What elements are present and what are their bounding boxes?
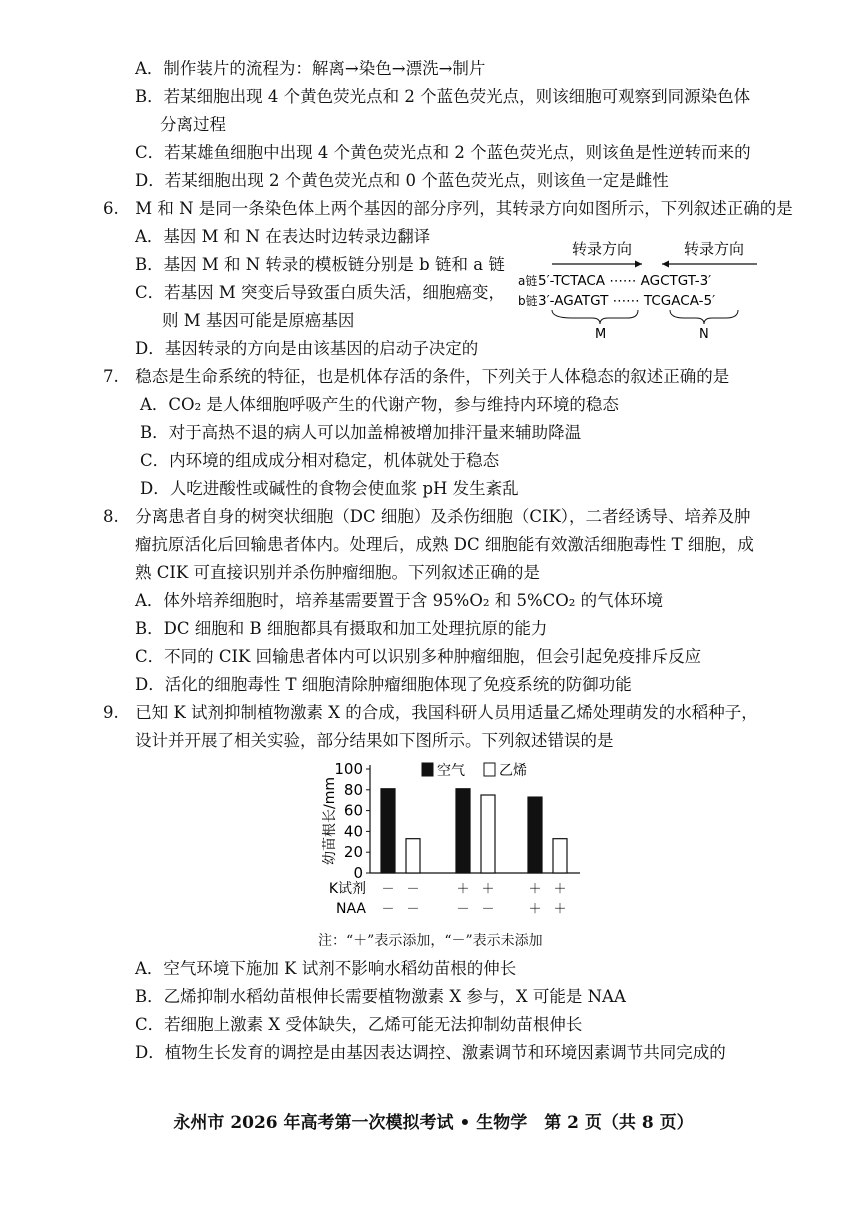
- k-reagent-mark: ＋: [528, 882, 542, 897]
- q7-stem: 7. 稳态是生命系统的特征，也是机体存活的条件，下列关于人体稳态的叙述正确的是: [103, 367, 730, 386]
- y-tick-label: 80: [343, 780, 363, 799]
- q8-option-b: B．DC 细胞和 B 细胞都具有摄取和加工处理抗原的能力: [135, 619, 548, 638]
- y-tick-label: 60: [343, 801, 363, 820]
- chart-note: 注：“＋”表示添加，“－”表示未添加: [318, 933, 543, 949]
- q7-option-c: C．内环境的组成成分相对稳定，机体就处于稳态: [140, 451, 500, 470]
- bar-air: [381, 789, 395, 873]
- bar-ethylene: [406, 839, 420, 873]
- naa-mark: ＋: [528, 902, 542, 917]
- k-reagent-mark: ＋: [553, 882, 567, 897]
- legend-swatch: [484, 763, 495, 776]
- bar-ethylene: [481, 795, 495, 873]
- q7-option-b: B．对于高热不退的病人可以加盖棉被增加排汗量来辅助降温: [140, 423, 582, 442]
- naa-mark: －: [381, 902, 395, 917]
- naa-mark: －: [481, 902, 495, 917]
- b-chain-sequence: 3′-AGATGT ⋯⋯ TCGACA-5′: [538, 293, 716, 309]
- a-chain-label: a链: [518, 274, 538, 288]
- arrowhead-left: [662, 261, 669, 268]
- row-label-k-reagent: K试剂: [328, 881, 366, 897]
- q7-option-d: D．人吃进酸性或碱性的食物会使血浆 pH 发生紊乱: [140, 479, 519, 498]
- a-chain-sequence: 5′-TCTACA ⋯⋯ AGCTGT-3′: [538, 273, 712, 289]
- row-label-naa: NAA: [335, 901, 366, 917]
- gene-n-label: N: [699, 327, 709, 342]
- gene-m-brace: [552, 310, 638, 324]
- q6-option-b: B．基因 M 和 N 转录的模板链分别是 b 链和 a 链: [135, 255, 505, 274]
- legend-swatch: [422, 763, 433, 776]
- k-reagent-mark: ＋: [456, 882, 470, 897]
- q5-option-c: C．若某雄鱼细胞中出现 4 个黄色荧光点和 2 个蓝色荧光点，则该鱼是性逆转而来的: [135, 143, 751, 162]
- naa-mark: －: [406, 902, 420, 917]
- bar-ethylene: [553, 839, 567, 873]
- q8-stem-line3: 熟 CIK 可直接识别并杀伤肿瘤细胞。下列叙述正确的是: [135, 563, 540, 582]
- legend-label: 空气: [437, 763, 465, 779]
- gene-sequence-figure: [512, 232, 782, 342]
- direction-label-2: 转录方向: [684, 240, 745, 258]
- q7-option-a: A．CO₂ 是人体细胞呼吸产生的代谢产物，参与维持内环境的稳态: [140, 395, 619, 414]
- k-reagent-mark: －: [406, 882, 420, 897]
- q9-stem-line2: 设计并开展了相关实验，部分结果如下图所示。下列叙述错误的是: [135, 731, 614, 750]
- q9-option-b: B．乙烯抑制水稻幼苗根伸长需要植物激素 X 参与，X 可能是 NAA: [135, 987, 626, 1006]
- naa-mark: －: [456, 902, 470, 917]
- q9-option-a: A．空气环境下施加 K 试剂不影响水稻幼苗根的伸长: [135, 959, 517, 978]
- b-chain-label: b链: [518, 294, 538, 308]
- bar-air: [528, 797, 542, 873]
- page-footer: 永州市 2026 年高考第一次模拟考试 • 生物学 第 2 页（共 8 页）: [173, 1113, 694, 1133]
- legend-label: 乙烯: [499, 763, 527, 779]
- q9-stem-line1: 9. 已知 K 试剂抑制植物激素 X 的合成，我国科研人员用适量乙烯处理萌发的水稻种子，: [103, 703, 758, 722]
- k-reagent-mark: －: [381, 882, 395, 897]
- root-length-bar-chart: [300, 755, 600, 925]
- bar-air: [456, 789, 470, 873]
- q6-option-c: C．若基因 M 突变后导致蛋白质失活，细胞癌变，: [135, 283, 506, 302]
- q9-option-c: C．若细胞上激素 X 受体缺失，乙烯可能无法抑制幼苗根伸长: [135, 1015, 583, 1034]
- q6-option-c-cont: 则 M 基因可能是原癌基因: [162, 311, 355, 330]
- q6-stem: 6. M 和 N 是同一条染色体上两个基因的部分序列，其转录方向如图所示，下列叙述正确的是: [103, 199, 793, 218]
- q8-stem-line2: 瘤抗原活化后回输患者体内。处理后，成熟 DC 细胞能有效激活细胞毒性 T 细胞，成: [135, 535, 754, 554]
- q8-option-d: D．活化的细胞毒性 T 细胞清除肿瘤细胞体现了免疫系统的防御功能: [135, 675, 632, 694]
- q9-option-d: D．植物生长发育的调控是由基因表达调控、激素调节和环境因素调节共同完成的: [135, 1043, 726, 1062]
- y-tick-label: 0: [353, 864, 363, 882]
- q6-option-a: A．基因 M 和 N 在表达时边转录边翻译: [135, 227, 431, 246]
- q5-option-d: D．若某细胞出现 2 个黄色荧光点和 0 个蓝色荧光点，则该鱼一定是雌性: [135, 171, 669, 190]
- q5-option-a: A．制作装片的流程为：解离→染色→漂洗→制片: [135, 59, 486, 78]
- arrowhead-right: [635, 261, 642, 268]
- q8-stem-line1: 8. 分离患者自身的树突状细胞（DC 细胞）及杀伤细胞（CIK），二者经诱导、培养及肿: [103, 507, 751, 526]
- y-tick-label: 20: [343, 843, 363, 862]
- y-tick-label: 100: [334, 760, 363, 778]
- q5-option-b: B．若某细胞出现 4 个黄色荧光点和 2 个蓝色荧光点，则该细胞可观察到同源染色体: [135, 87, 751, 106]
- naa-mark: ＋: [553, 902, 567, 917]
- y-tick-label: 40: [343, 822, 363, 841]
- q5-option-b-cont: 分离过程: [160, 115, 226, 134]
- q6-option-d: D．基因转录的方向是由该基因的启动子决定的: [135, 339, 479, 358]
- k-reagent-mark: ＋: [481, 882, 495, 897]
- gene-n-brace: [670, 310, 738, 324]
- gene-m-label: M: [595, 327, 607, 342]
- q8-option-c: C．不同的 CIK 回输患者体内可以识别多种肿瘤细胞，但会引起免疫排斥反应: [135, 647, 702, 666]
- q8-option-a: A．体外培养细胞时，培养基需要置于含 95%O₂ 和 5%CO₂ 的气体环境: [135, 591, 664, 610]
- y-axis-label: 幼苗根长/mm: [322, 777, 338, 865]
- direction-label-1: 转录方向: [572, 240, 633, 258]
